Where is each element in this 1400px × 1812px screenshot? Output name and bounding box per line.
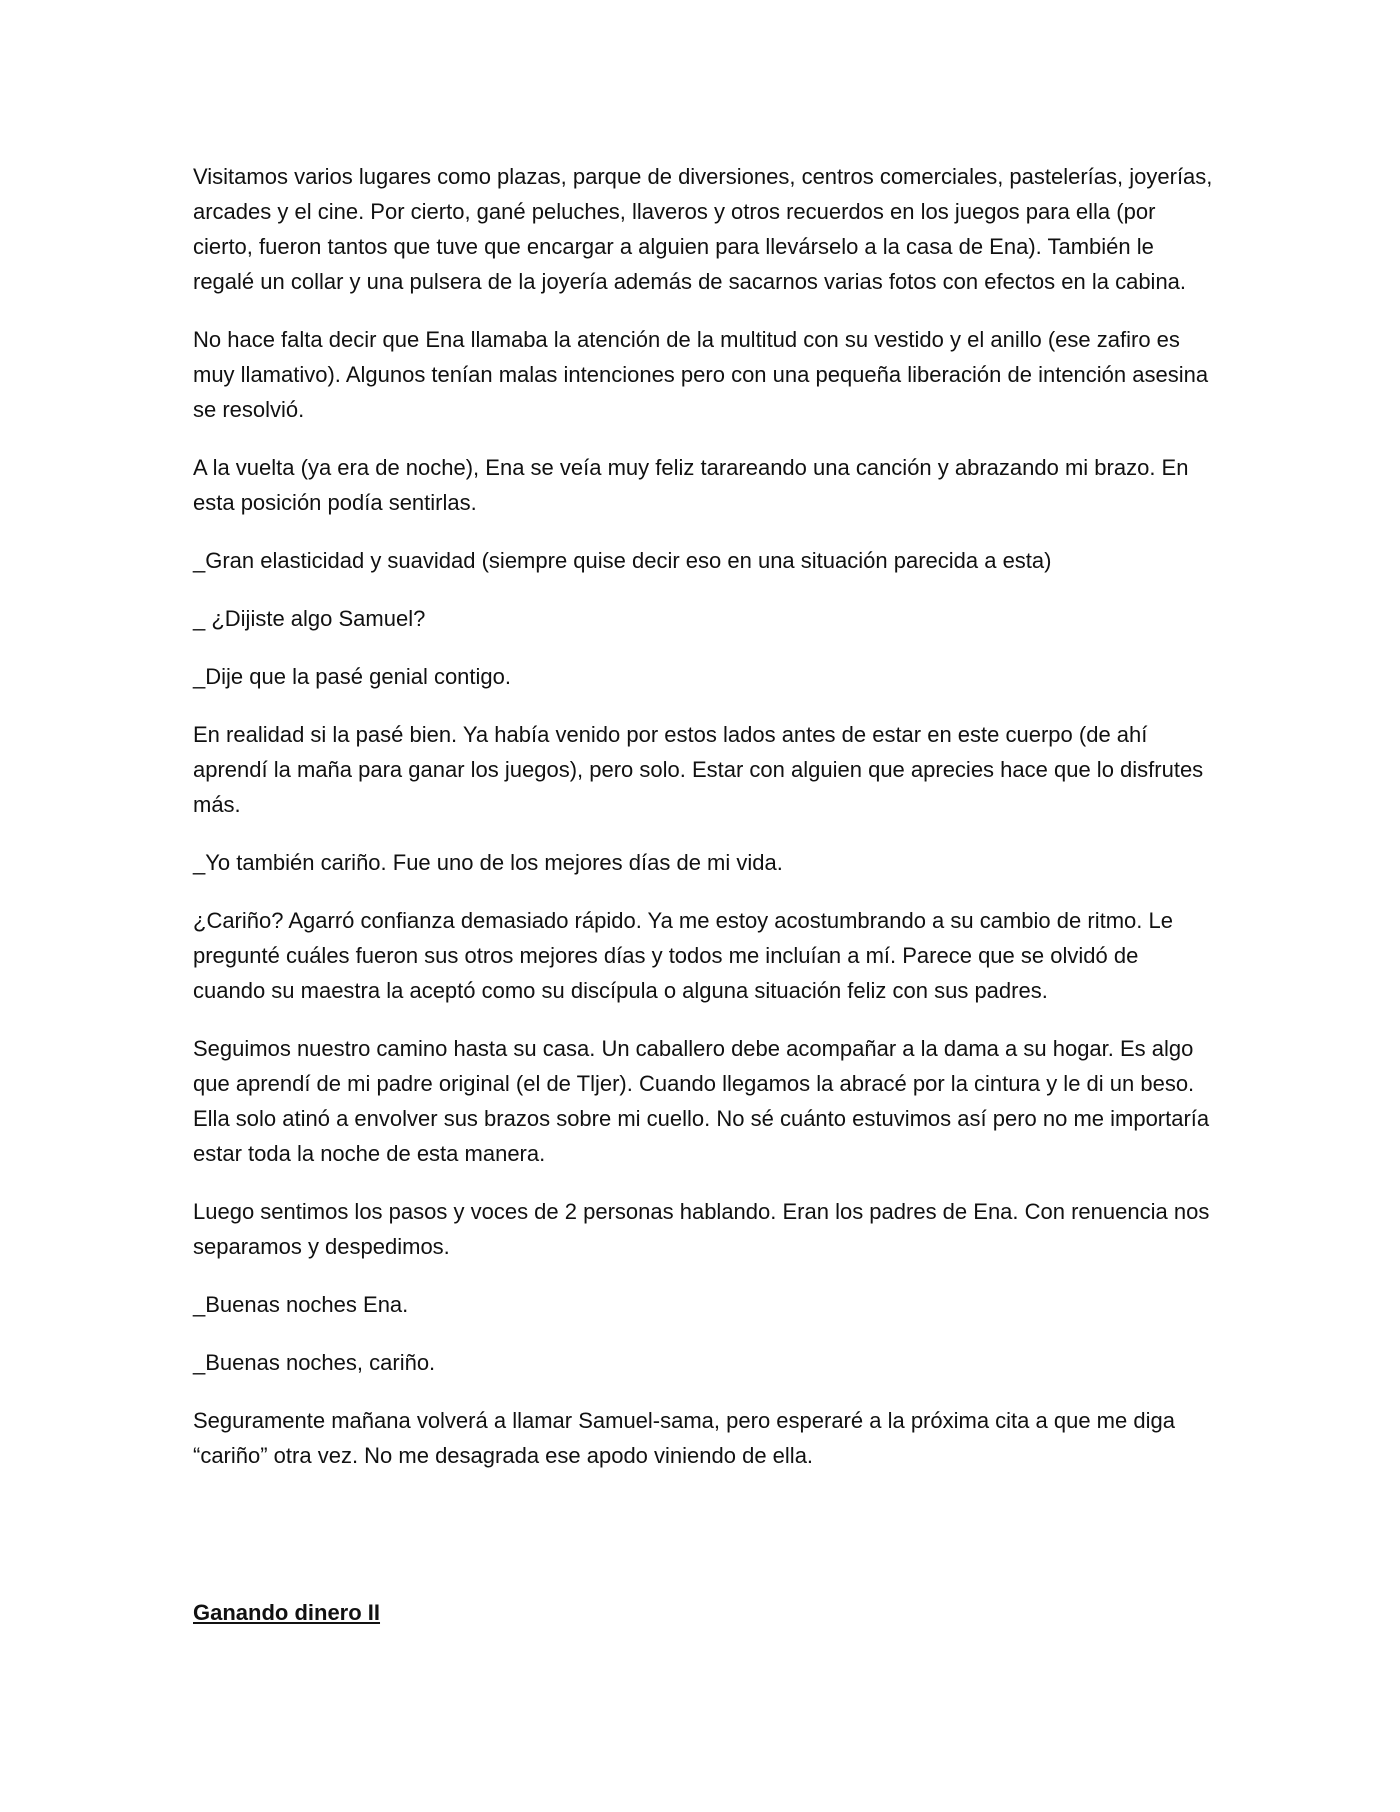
dialogue-line: _Dije que la pasé genial contigo.: [193, 664, 512, 689]
paragraph: No hace falta decir que Ena llamaba la atención de la multitud con su vestido y el anillo (ese zafiro es muy llamativo). Algunos tenían malas intenciones pero con una pequeña liberación de intención asesina se resolvió.: [193, 327, 1209, 422]
dialogue-line: _Gran elasticidad y suavidad (siempre quise decir eso en una situación parecida a esta): [193, 548, 1052, 573]
paragraph: Visitamos varios lugares como plazas, parque de diversiones, centros comerciales, pastelerías, joyerías, arcades y el cine. Por cierto, gané peluches, llaveros y otros recuerdos en los juegos para ella (por cierto, fueron tantos que tuve que encargar a alguien para llevárselo a la casa de Ena). También le regalé un collar y una pulsera de la joyería además de sacarnos varias fotos con efectos en la cabina.: [193, 164, 1213, 294]
dialogue-line: _Buenas noches, cariño.: [193, 1350, 436, 1375]
section-heading: Ganando dinero II: [193, 1600, 381, 1625]
dialogue-line: _Buenas noches Ena.: [193, 1292, 409, 1317]
paragraph: A la vuelta (ya era de noche), Ena se veía muy feliz tarareando una canción y abrazando mi brazo. En esta posición podía sentirlas.: [193, 455, 1189, 515]
paragraph: Luego sentimos los pasos y voces de 2 personas hablando. Eran los padres de Ena. Con renuencia nos separamos y despedimos.: [193, 1199, 1210, 1259]
document-body: [193, 159, 1213, 1496]
paragraph: ¿Cariño? Agarró confianza demasiado rápido. Ya me estoy acostumbrando a su cambio de ritmo. Le pregunté cuáles fueron sus otros mejores días y todos me incluían a mí. Parece que se olvidó de cuando su maestra la aceptó como su discípula o alguna situación feliz con sus padres.: [193, 908, 1173, 1003]
paragraph: En realidad si la pasé bien. Ya había venido por estos lados antes de estar en este cuerpo (de ahí aprendí la maña para ganar los juegos), pero solo. Estar con alguien que aprecies hace que lo disfrutes más.: [193, 722, 1204, 817]
paragraph: Seguramente mañana volverá a llamar Samuel-sama, pero esperaré a la próxima cita a que me diga “cariño” otra vez. No me desagrada ese apodo viniendo de ella.: [193, 1408, 1175, 1468]
dialogue-line: _ ¿Dijiste algo Samuel?: [193, 606, 426, 631]
dialogue-line: _Yo también cariño. Fue uno de los mejores días de mi vida.: [193, 850, 783, 875]
paragraph: Seguimos nuestro camino hasta su casa. Un caballero debe acompañar a la dama a su hogar. Es algo que aprendí de mi padre original (el de Tljer). Cuando llegamos la abracé por la cintura y le di un beso. Ella solo atinó a envolver sus brazos sobre mi cuello. No sé cuánto estuvimos así pero no me importaría estar toda la noche de esta manera.: [193, 1036, 1210, 1166]
